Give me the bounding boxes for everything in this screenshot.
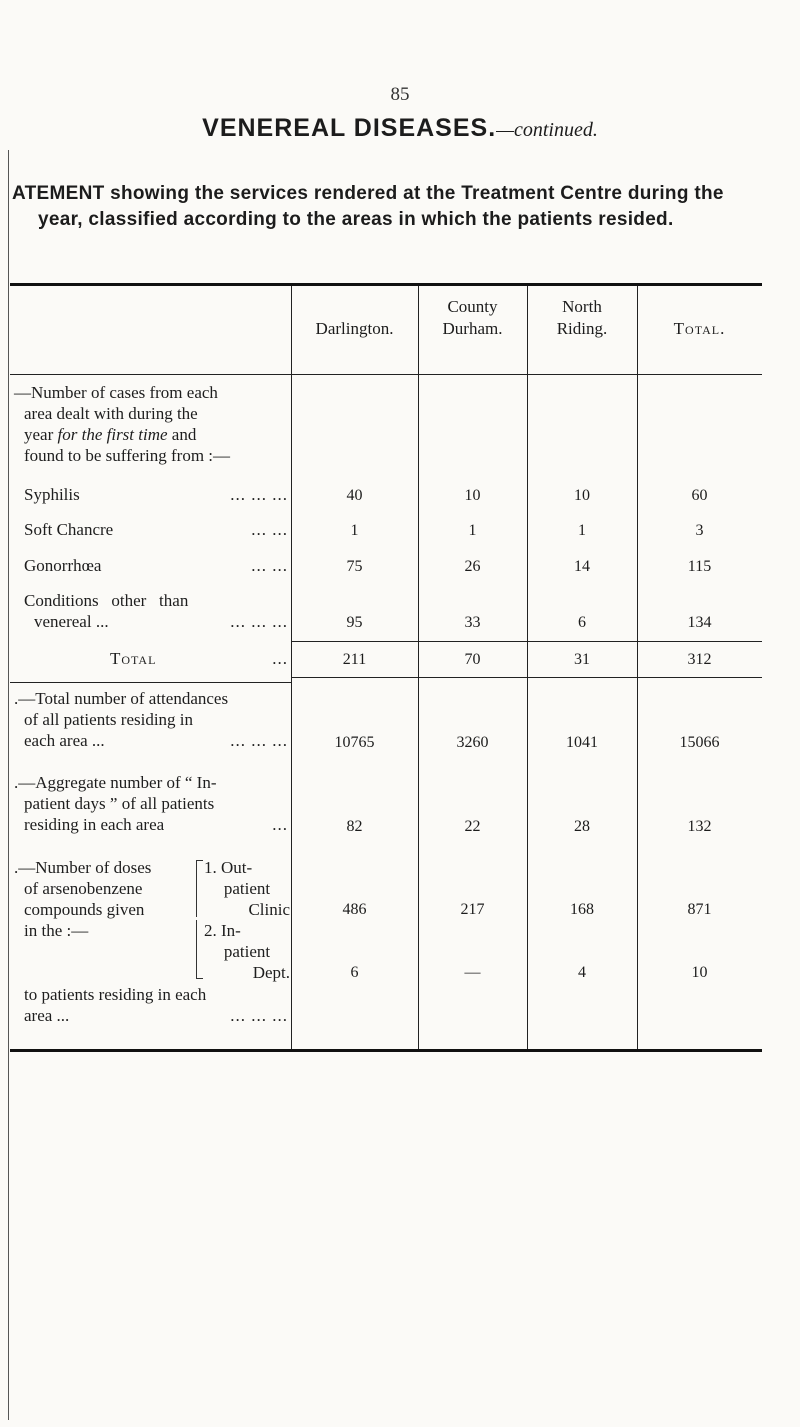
inpatient-days-total: 132 (687, 818, 712, 835)
section-doses-tail-area: area ... (24, 1006, 70, 1025)
section-first-time-and: and (171, 425, 197, 444)
section-doses-line4: in the :— (24, 921, 89, 940)
statement-line-1: ATEMENT showing the services rendered at the Treatment Centre during the (12, 183, 724, 204)
syphilis-north-riding: 10 (574, 487, 590, 504)
table-bottom-rule (10, 1049, 762, 1052)
header-north-riding-line1: North (562, 297, 602, 316)
gonorrhoea-north-riding: 14 (574, 558, 590, 575)
section-doses-tail-line1: to patients residing in each (24, 985, 207, 1004)
gonorrhoea-total: 115 (687, 558, 712, 575)
section-a-rule (10, 682, 291, 683)
header-north-riding-line2: Riding. (556, 319, 608, 338)
page-edge-line (8, 150, 9, 1420)
row-total-name: Total (110, 649, 157, 668)
soft-chancre-north-riding: 1 (578, 522, 586, 539)
non-venereal-county-durham: 33 (464, 614, 481, 631)
non-venereal-darlington: 95 (346, 614, 363, 631)
doses-bracket (196, 860, 202, 980)
page-number: 85 (390, 84, 410, 105)
row-non-venereal-label (24, 590, 290, 632)
section-inpatient-days-line3 (14, 814, 290, 835)
row-non-venereal-line2 (24, 611, 290, 632)
inpatient-days-county-durham: 22 (464, 818, 481, 835)
section-first-time-line3 (14, 424, 290, 445)
total-north-riding: 31 (574, 651, 590, 668)
page-title (0, 114, 800, 143)
non-venereal-north-riding: 6 (578, 614, 586, 631)
header-darlington: Darlington. (315, 319, 394, 338)
section-doses-tail-line2 (24, 1005, 290, 1026)
doses-inpatient-line1: 2. In- (204, 921, 241, 940)
row-non-venereal-line1: Conditions other than (24, 591, 189, 610)
section-inpatient-days-line1: .—Aggregate number of “ In- (14, 773, 217, 792)
doses-outpatient-label (204, 857, 290, 920)
section-first-time-italic: for the first time (57, 425, 168, 444)
doses-inpatient-line2: patient (223, 942, 271, 961)
inpatient-doses-total: 10 (691, 964, 708, 981)
inpatient-doses-county-durham: — (464, 964, 481, 981)
doses-inpatient-line3: Dept. (252, 963, 290, 982)
row-gonorrhoea-dots: ... ... (251, 556, 288, 575)
doses-inpatient-label (204, 920, 290, 983)
row-soft-chancre-name: Soft Chancre (24, 520, 114, 539)
inpatient-doses-darlington: 6 (350, 964, 359, 981)
header-north-riding (527, 296, 637, 340)
section-attendances-line1: .—Total number of attendances (14, 689, 229, 708)
syphilis-county-durham: 10 (464, 487, 481, 504)
outpatient-doses-total: 871 (687, 901, 712, 918)
outpatient-doses-north-riding: 168 (570, 901, 594, 918)
syphilis-total: 60 (691, 487, 708, 504)
total-darlington: 211 (342, 651, 367, 668)
row-gonorrhoea-label (24, 555, 290, 576)
section-first-time-label (14, 382, 290, 466)
section-inpatient-days-area: residing in each area (24, 815, 165, 834)
section-doses-line2: of arsenobenzene (24, 879, 143, 898)
header-county-durham (418, 296, 527, 340)
soft-chancre-total: 3 (695, 522, 704, 539)
attendances-north-riding: 1041 (566, 734, 598, 751)
total-top-rule (291, 641, 762, 642)
table-top-rule (10, 283, 762, 286)
attendances-total: 15066 (679, 734, 720, 751)
section-attendances-line2: of all patients residing in (24, 710, 194, 729)
section-first-time-year: year (24, 425, 54, 444)
header-county-durham-line2: Durham. (442, 319, 503, 338)
soft-chancre-darlington: 1 (350, 522, 359, 539)
row-soft-chancre-label (24, 519, 290, 540)
row-syphilis-name: Syphilis (24, 485, 80, 504)
section-attendances-dots: ... ... ... (230, 731, 288, 750)
outpatient-doses-county-durham: 217 (460, 901, 485, 918)
inpatient-doses-north-riding: 4 (578, 964, 586, 981)
doses-outpatient-line2: patient (223, 879, 271, 898)
section-doses-label (14, 857, 184, 941)
non-venereal-total: 134 (687, 614, 712, 631)
row-gonorrhoea-name: Gonorrhœa (24, 556, 102, 575)
section-doses-tail (24, 984, 290, 1026)
gonorrhoea-darlington: 75 (346, 558, 363, 575)
row-total-dots: ... (272, 649, 288, 668)
doses-outpatient-line1: 1. Out- (204, 858, 253, 877)
total-total: 312 (687, 651, 712, 668)
header-county-durham-line1: County (447, 297, 498, 316)
statement-line-2: year, classified according to the areas in which the patients resided. (38, 209, 674, 230)
row-soft-chancre-dots: ... ... (251, 520, 288, 539)
row-syphilis-dots: ... ... ... (230, 485, 288, 504)
section-first-time-line4: found to be suffering from :— (24, 446, 231, 465)
row-non-venereal-name: venereal ... (34, 612, 109, 631)
total-bottom-rule (291, 677, 762, 678)
soft-chancre-county-durham: 1 (468, 522, 477, 539)
section-first-time-line1: —Number of cases from each (14, 383, 218, 402)
gonorrhoea-county-durham: 26 (464, 558, 481, 575)
section-doses-tail-dots: ... ... ... (230, 1006, 288, 1025)
attendances-county-durham: 3260 (456, 734, 489, 751)
total-county-durham: 70 (464, 651, 481, 668)
inpatient-days-darlington: 82 (346, 818, 363, 835)
row-syphilis-label (24, 484, 290, 505)
section-doses-line1: .—Number of doses (14, 858, 152, 877)
section-attendances-line3 (14, 730, 290, 751)
section-inpatient-days-dots: ... (272, 815, 288, 834)
inpatient-days-north-riding: 28 (574, 818, 590, 835)
attendances-darlington: 10765 (334, 734, 375, 751)
header-rule (10, 374, 762, 375)
section-attendances-area: each area ... (24, 731, 105, 750)
header-total: Total. (673, 319, 726, 338)
row-non-venereal-dots: ... ... ... (230, 612, 288, 631)
section-inpatient-days-line2: patient days ” of all patients (24, 794, 215, 813)
section-first-time-line2: area dealt with during the (24, 404, 198, 423)
outpatient-doses-darlington: 486 (342, 901, 367, 918)
syphilis-darlington: 40 (346, 487, 363, 504)
section-inpatient-days-label (14, 772, 290, 835)
title-continued: —continued. (496, 119, 598, 141)
section-attendances-label (14, 688, 290, 751)
title-main: VENEREAL DISEASES. (202, 114, 497, 142)
doses-outpatient-line3: Clinic (248, 900, 290, 919)
section-doses-line3: compounds given (24, 900, 145, 919)
